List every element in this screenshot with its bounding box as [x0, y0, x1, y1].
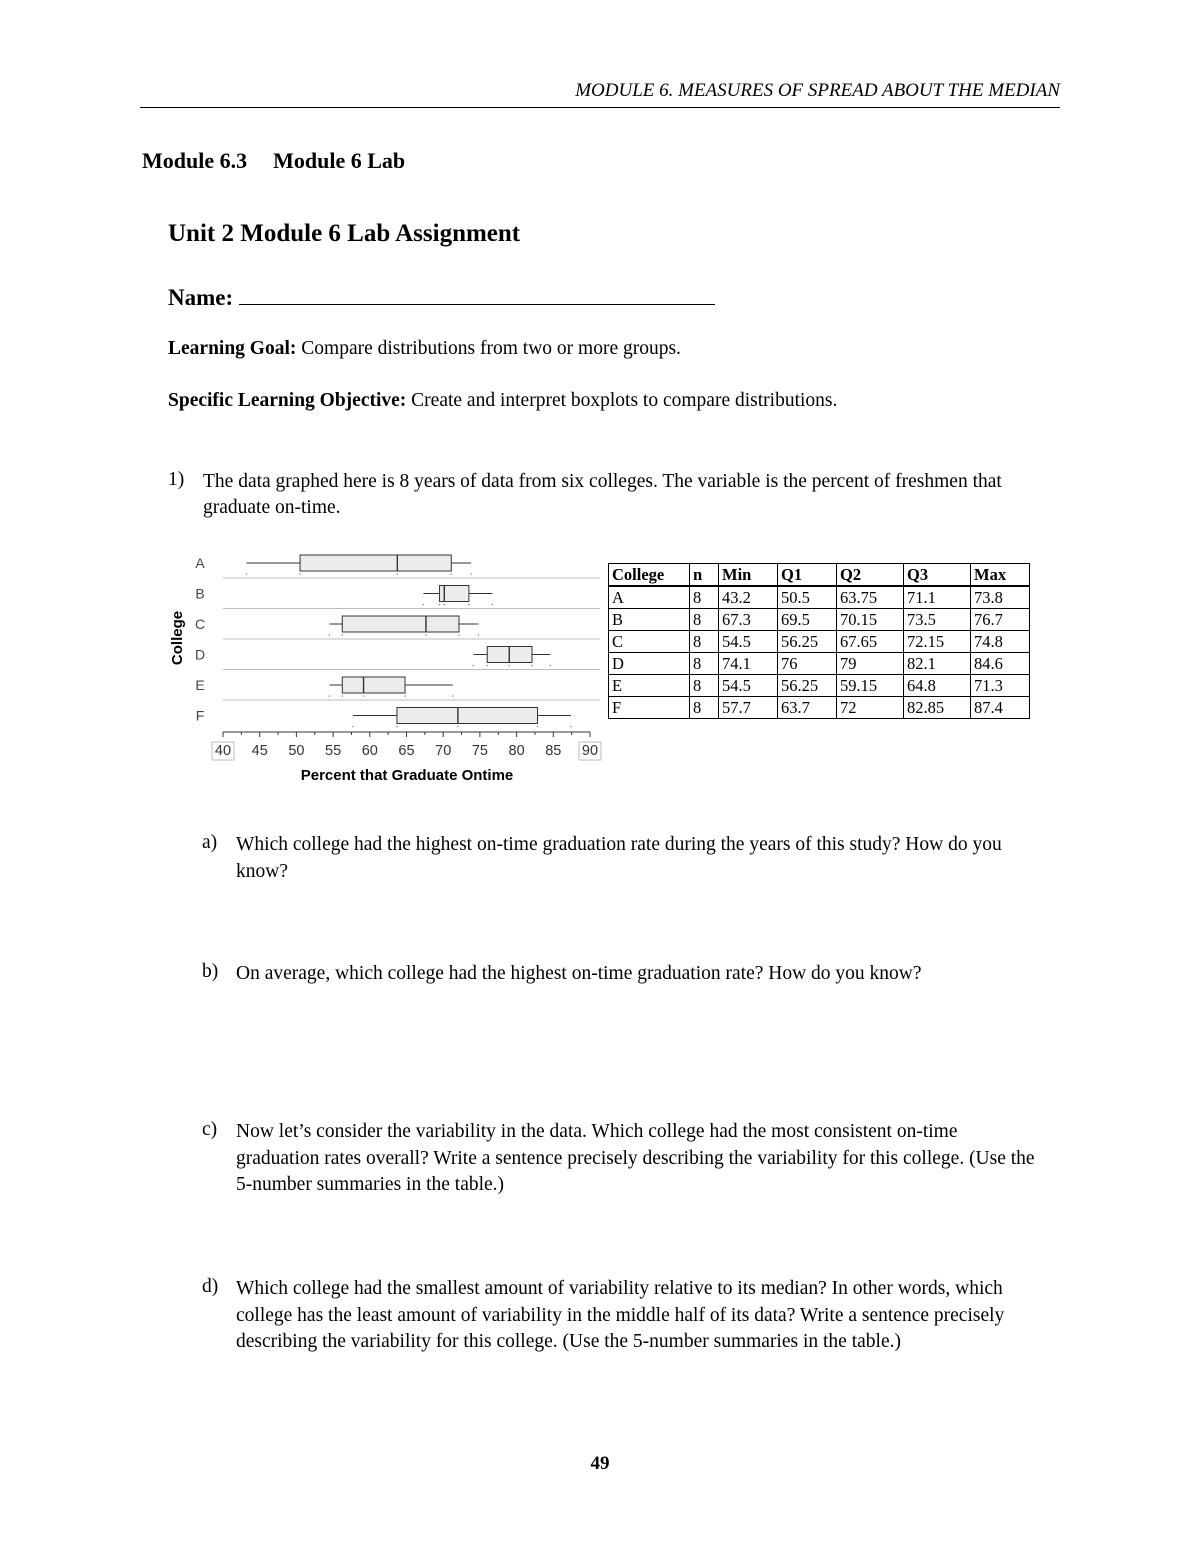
- section-title: [142, 148, 405, 174]
- category-label-a: A: [195, 555, 205, 571]
- table-row: [609, 586, 1030, 609]
- x-tick-label: 50: [288, 743, 305, 759]
- cell-college: F: [609, 697, 690, 719]
- name-line: [168, 282, 715, 311]
- rug-dot: [458, 634, 460, 636]
- table-row: [609, 609, 1030, 631]
- header-q1: Q1: [778, 564, 837, 587]
- subquestion-b-text: On average, which college had the highest on-time graduation rate? How do you know?: [236, 963, 922, 984]
- rug-dot: [425, 634, 427, 636]
- cell-max: 71.3: [971, 675, 1030, 697]
- boxplot-category-labels: [195, 555, 205, 724]
- cell-max: 74.8: [971, 631, 1030, 653]
- x-tick-label: 45: [251, 743, 268, 759]
- x-tick-label: 40: [214, 743, 232, 759]
- table-row: [609, 697, 1030, 719]
- rug-dot: [396, 726, 398, 728]
- header-college: College: [609, 564, 690, 587]
- box-f: [352, 708, 572, 728]
- cell-q3: 72.15: [904, 631, 971, 653]
- cell-college: C: [609, 631, 690, 653]
- boxplot-x-axis: [212, 732, 601, 760]
- cell-q2: 67.65: [837, 631, 904, 653]
- table-row: [609, 675, 1030, 697]
- x-tick-label: 80: [508, 743, 525, 759]
- lab-title: Unit 2 Module 6 Lab Assignment: [168, 220, 521, 247]
- cell-college: E: [609, 675, 690, 697]
- rug-dot: [457, 726, 459, 728]
- cell-n: 8: [690, 586, 719, 609]
- cell-max: 84.6: [971, 653, 1030, 675]
- category-label-c: C: [194, 616, 206, 632]
- x-tick-label: 60: [361, 743, 378, 759]
- cell-q1: 69.5: [778, 609, 837, 631]
- subquestion-a-text: Which college had the highest on-time graduation rate during the years of this study? How do you know?: [236, 834, 1002, 882]
- category-label-b: B: [195, 585, 205, 602]
- cell-q3: 64.8: [904, 675, 971, 697]
- rug-dot: [470, 573, 472, 575]
- boxplot-chart: [160, 550, 610, 790]
- cell-q2: 70.15: [837, 609, 904, 631]
- subquestion-d-text: Which college had the smallest amount of variability relative to its median? In other words, which college has the least amount of variability in the middle half of its data? Write a sentence precisely describing the variability for this college. (Use the 5-number summaries in the table.): [236, 1278, 1005, 1352]
- x-tick-label: 65: [398, 743, 415, 759]
- rug-dot: [444, 604, 446, 606]
- category-label-d: D: [194, 646, 206, 663]
- rug-dot: [508, 665, 510, 667]
- cell-q1: 76: [778, 653, 837, 675]
- cell-min: 43.2: [719, 586, 778, 609]
- section-name: Module 6 Lab: [273, 148, 406, 173]
- subquestion-b-label: b): [202, 961, 219, 982]
- rug-dot: [478, 634, 480, 636]
- rug-dot: [397, 573, 399, 575]
- header-max: Max: [971, 564, 1030, 587]
- category-label-f: F: [195, 707, 205, 724]
- rug-dot: [537, 726, 539, 728]
- iqr-box: [300, 555, 451, 571]
- rug-dot: [329, 634, 331, 636]
- rug-dot: [486, 665, 488, 667]
- objective-label: Specific Learning Objective:: [168, 390, 407, 411]
- x-tick-label: 85: [545, 743, 562, 759]
- summary-table: [608, 563, 1030, 719]
- rug-dot: [439, 604, 441, 606]
- header-rule: [140, 107, 1060, 108]
- x-tick-label: 70: [435, 743, 452, 759]
- cell-college: D: [609, 653, 690, 675]
- box-e: [329, 677, 454, 697]
- iqr-box: [397, 708, 538, 724]
- cell-q1: 56.25: [778, 631, 837, 653]
- cell-q1: 50.5: [778, 586, 837, 609]
- cell-q1: 63.7: [778, 697, 837, 719]
- rug-dot: [246, 573, 248, 575]
- rug-dot: [352, 726, 354, 728]
- cell-min: 54.5: [719, 675, 778, 697]
- cell-n: 8: [690, 609, 719, 631]
- cell-q2: 79: [837, 653, 904, 675]
- iqr-box: [342, 616, 459, 632]
- section-number: Module 6.3: [142, 148, 248, 173]
- cell-q2: 72: [837, 697, 904, 719]
- cell-q3: 71.1: [904, 586, 971, 609]
- x-axis-label: Percent that Graduate Ontime: [300, 767, 514, 784]
- header-min: Min: [719, 564, 778, 587]
- subquestion-c-label: c): [202, 1119, 218, 1140]
- cell-q3: 82.85: [904, 697, 971, 719]
- subquestion-a-label: a): [202, 832, 218, 853]
- cell-q1: 56.25: [778, 675, 837, 697]
- rug-dot: [452, 695, 454, 697]
- x-tick-label: 55: [325, 743, 342, 759]
- name-blank-line[interactable]: [239, 282, 715, 305]
- question-number: 1): [168, 469, 185, 490]
- rug-dot: [472, 665, 474, 667]
- cell-max: 73.8: [971, 586, 1030, 609]
- table-row: [609, 631, 1030, 653]
- question-text: The data graphed here is 8 years of data from six colleges. The variable is the percent of freshmen that graduate on-time.: [203, 471, 1002, 518]
- box-a: [246, 555, 472, 575]
- rug-dot: [550, 665, 552, 667]
- cell-max: 87.4: [971, 697, 1030, 719]
- cell-n: 8: [690, 631, 719, 653]
- learning-goal-text: Compare distributions from two or more groups.: [296, 338, 681, 359]
- cell-q3: 82.1: [904, 653, 971, 675]
- rug-dot: [341, 634, 343, 636]
- header-q3: Q3: [904, 564, 971, 587]
- running-head: MODULE 6. MEASURES OF SPREAD ABOUT THE MEDIAN: [575, 80, 1060, 101]
- cell-college: A: [609, 586, 690, 609]
- box-c: [329, 616, 480, 636]
- header-q2: Q2: [837, 564, 904, 587]
- rug-dot: [329, 695, 331, 697]
- box-b: [423, 586, 494, 606]
- category-label-e: E: [195, 677, 205, 693]
- cell-min: 74.1: [719, 653, 778, 675]
- cell-q2: 63.75: [837, 586, 904, 609]
- page-number: 49: [590, 1453, 610, 1474]
- learning-goal: [168, 338, 681, 360]
- box-d: [472, 647, 551, 667]
- rug-dot: [492, 604, 494, 606]
- y-axis-label: College: [169, 610, 186, 666]
- rug-dot: [450, 573, 452, 575]
- rug-dot: [570, 726, 572, 728]
- cell-n: 8: [690, 675, 719, 697]
- boxplot-boxes: [246, 555, 572, 727]
- table-header-row: [609, 564, 1030, 587]
- name-label: Name:: [168, 285, 234, 310]
- cell-min: 54.5: [719, 631, 778, 653]
- rug-dot: [341, 695, 343, 697]
- header-n: n: [690, 564, 719, 587]
- cell-college: B: [609, 609, 690, 631]
- cell-q2: 59.15: [837, 675, 904, 697]
- iqr-box: [342, 677, 405, 693]
- subquestion-c-text: Now let’s consider the variability in the data. Which college had the most consistent on-time graduation rates overall? Write a sentence precisely describing the variability for this college. (Use the 5-number summaries in the table.): [236, 1121, 1035, 1195]
- rug-dot: [299, 573, 301, 575]
- table-row: [609, 653, 1030, 675]
- boxplot-gridlines: [223, 578, 600, 700]
- objective-text: Create and interpret boxplots to compare distributions.: [406, 390, 838, 411]
- rug-dot: [363, 695, 365, 697]
- cell-n: 8: [690, 697, 719, 719]
- rug-dot: [468, 604, 470, 606]
- subquestion-d-label: d): [202, 1276, 219, 1297]
- x-tick-label: 90: [581, 743, 599, 759]
- cell-min: 57.7: [719, 697, 778, 719]
- cell-max: 76.7: [971, 609, 1030, 631]
- x-tick-label: 75: [471, 743, 488, 759]
- learning-goal-label: Learning Goal:: [168, 338, 297, 359]
- cell-n: 8: [690, 653, 719, 675]
- rug-dot: [404, 695, 406, 697]
- rug-dot: [423, 604, 425, 606]
- rug-dot: [531, 665, 533, 667]
- cell-q3: 73.5: [904, 609, 971, 631]
- learning-objective: [168, 390, 837, 412]
- cell-min: 67.3: [719, 609, 778, 631]
